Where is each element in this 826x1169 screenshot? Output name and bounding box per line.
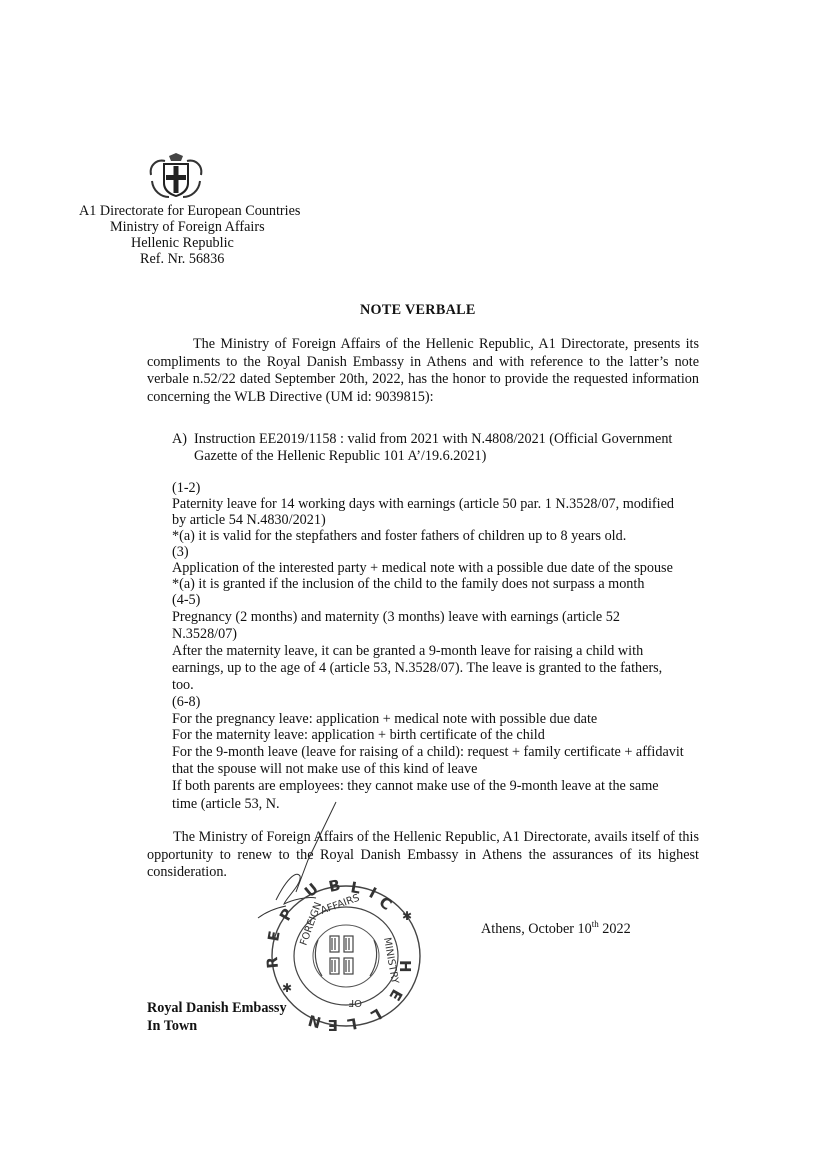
- detail-line: (1-2): [172, 480, 201, 496]
- ministry-line: Ministry of Foreign Affairs: [110, 219, 265, 235]
- svg-text:FOREIGN: FOREIGN: [298, 900, 325, 948]
- svg-text:H: H: [396, 960, 414, 973]
- list-item-marker: A): [172, 431, 187, 447]
- addressee-name: Royal Danish Embassy: [147, 1000, 287, 1016]
- detail-line: that the spouse will not make use of this kind of leave: [172, 761, 478, 777]
- detail-line: Paternity leave for 14 working days with earnings (article 50 par. 1 N.3528/07, modified: [172, 496, 674, 512]
- opening-paragraph-text: The Ministry of Foreign Affairs of the Hellenic Republic, A1 Directorate, presents its compliments to the Royal Danish Embassy in Athens and with reference to the latter’s note verbale n.52/22 dated September 20th, 2022, has the honor to provide the requested information concerning the WLB Directive (UM id: 9039815):: [147, 336, 699, 405]
- detail-line: If both parents are employees: they cannot make use of the 9-month leave at the same: [172, 778, 659, 794]
- svg-text:✱: ✱: [282, 981, 293, 995]
- greek-coat-of-arms-icon: [147, 153, 205, 201]
- svg-text:OF: OF: [348, 997, 362, 1008]
- detail-line: (6-8): [172, 694, 201, 710]
- list-item-text: Instruction EE2019/1158 : valid from 2021 with N.4808/2021 (Official Government Gazette of the Hellenic Republic 101 A’/19.6.2021): [194, 431, 673, 464]
- detail-line: For the maternity leave: application + birth certificate of the child: [172, 727, 545, 743]
- list-item-a: [172, 431, 702, 465]
- detail-line: N.3528/07): [172, 626, 238, 642]
- detail-line: by article 54 N.4830/2021): [172, 512, 326, 528]
- detail-line: *(a) it is valid for the stepfathers and foster fathers of children up to 8 years old.: [172, 528, 627, 544]
- opening-paragraph: [147, 336, 699, 406]
- detail-line: For the 9-month leave (leave for raising of a child): request + family certificate + affidavit: [172, 744, 684, 760]
- closing-paragraph: [147, 829, 699, 882]
- svg-text:P: P: [275, 905, 297, 924]
- svg-text:N: N: [306, 1010, 324, 1032]
- date-prefix: Athens, October 10: [481, 921, 592, 937]
- svg-text:E: E: [385, 986, 407, 1004]
- detail-line: After the maternity leave, it can be granted a 9-month leave for raising a child with: [172, 643, 644, 659]
- svg-text:L: L: [367, 1004, 385, 1025]
- ministry-seal-stamp: [263, 875, 426, 1034]
- detail-line: Application of the interested party + medical note with a possible due date of the spouse: [172, 560, 673, 576]
- detail-line: Pregnancy (2 months) and maternity (3 months) leave with earnings (article 52: [172, 609, 620, 625]
- svg-text:E: E: [264, 929, 284, 943]
- document-title: NOTE VERBALE: [360, 302, 476, 318]
- detail-line: time (article 53, N.: [172, 796, 280, 812]
- detail-line: For the pregnancy leave: application + medical note with possible due date: [172, 711, 598, 727]
- svg-text:MINISTRY: MINISTRY: [381, 936, 401, 985]
- detail-line: too.: [172, 677, 194, 693]
- document-date: [481, 921, 631, 937]
- addressee-location: In Town: [147, 1018, 198, 1034]
- republic-line: Hellenic Republic: [131, 235, 234, 251]
- svg-text:I: I: [366, 883, 380, 903]
- svg-text:R: R: [263, 956, 282, 970]
- detail-line: *(a) it is granted if the inclusion of the child to the family does not surpass a month: [172, 576, 645, 592]
- detail-line: (3): [172, 544, 189, 560]
- closing-paragraph-text: The Ministry of Foreign Affairs of the Hellenic Republic, A1 Directorate, avails itself of this opportunity to renew to the Royal Danish Embassy in Athens the assurances of its highest consideration.: [147, 829, 699, 881]
- svg-text:C: C: [375, 892, 396, 914]
- date-year: 2022: [598, 921, 631, 937]
- directorate-line: A1 Directorate for European Countries: [79, 203, 301, 219]
- svg-text:E: E: [327, 1016, 338, 1034]
- svg-text:AFFAIRS: AFFAIRS: [319, 892, 362, 917]
- svg-text:✱: ✱: [402, 909, 413, 923]
- svg-text:B: B: [327, 875, 343, 896]
- svg-text:L: L: [345, 1014, 359, 1034]
- svg-text:U: U: [301, 879, 322, 902]
- svg-text:L: L: [349, 878, 362, 898]
- detail-line: earnings, up to the age of 4 (article 53, N.3528/07). The leave is granted to the fathers,: [172, 660, 663, 676]
- date-suffix: th: [591, 919, 599, 929]
- reference-number: Ref. Nr. 56836: [140, 251, 225, 267]
- detail-line: (4-5): [172, 592, 201, 608]
